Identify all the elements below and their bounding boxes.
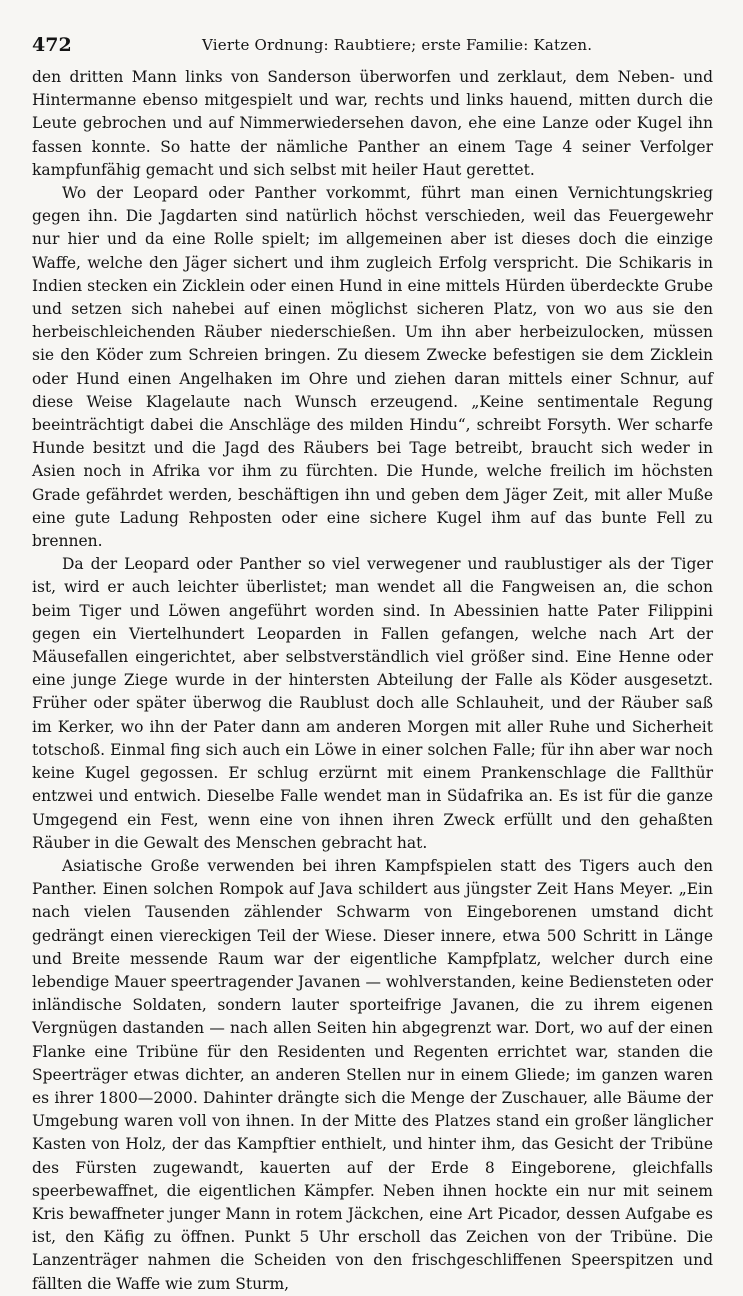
page-header [32,34,715,60]
page-number: 472 [32,34,72,56]
paragraph-hunting-methods: Wo der Leopard oder Panther vorkommt, führt man einen Vernichtungskrieg gegen ihn. Die Jagdarten sind natürlich höchst verschieden, weil das Feuergewehr nur hier und da eine Rolle spielt; im allgemeinen aber ist dieses doch die einzige Waffe, welche den Jäger sichert und ihm zugleich Erfolg verspricht. Die Schikaris in Indien stecken ein Zicklein oder einen Hund in eine mittels Hürden überdeckte Grube und setzen sich nahebei auf einen möglichst sicheren Platz, von wo aus sie den herbeischleichenden Räuber niederschießen. Um ihn aber herbeizulocken, müssen sie den Köder zum Schreien bringen. Zu diesem Zwecke befestigen sie dem Zicklein oder Hund einen Angelhaken im Ohre und ziehen daran mittels einer Schnur, auf diese Weise Klagelaute nach Wunsch erzeugend. „Keine sentimentale Regung beeinträchtigt dabei die Anschläge des milden Hindu“, schreibt Forsyth. Wer scharfe Hunde besitzt und die Jagd des Räubers bei Tage betreibt, braucht sich weder in Asien noch in Afrika vor ihm zu fürchten. Die Hunde, welche freilich im höchsten Grade gefährdet werden, beschäftigen ihn und geben dem Jäger Zeit, mit aller Muße eine gute Ladung Rehposten oder eine sichere Kugel ihm auf das bunte Fell zu brennen. [32,184,713,551]
paragraph-traps: Da der Leopard oder Panther so viel verwegener und raublustiger als der Tiger ist, wird er auch leichter überlistet; man wendet all die Fangweisen an, die schon beim Tiger und Löwen angeführt worden sind. In Abessinien hatte Pater Filippini gegen ein Viertelhundert Leoparden in Fallen gefangen, welche nach Art der Mäusefallen eingerichtet, aber selbstverständlich viel größer sind. Eine Henne oder eine junge Ziege wurde in der hintersten Abteilung der Falle als Köder ausgesetzt. Früher oder später überwog die Raublust doch alle Schlauheit, und der Räuber saß im Kerker, wo ihn der Pater dann am anderen Morgen mit aller Ruhe und Sicherheit totschoß. Einmal fing sich auch ein Löwe in einer solchen Falle; für ihn aber war noch keine Kugel gegossen. Er schlug erzürnt mit einem Prankenschlage die Fallthür entzwei und entwich. Dieselbe Falle wendet man in Südafrika an. Es ist für die ganze Umgegend ein Fest, wenn eine von ihnen ihren Zweck erfüllt und den gehaßten Räuber in die Gewalt des Menschen gebracht hat. [32,555,713,852]
running-head: Vierte Ordnung: Raubtiere; erste Familie: Katzen. [202,36,593,54]
paragraph-continuation: den dritten Mann links von Sanderson überworfen und zerklaut, dem Neben- und Hintermanne ebenso mitgespielt und war, rechts und links hauend, mitten durch die Leute gebrochen und auf Nimmerwiedersehen davon, ehe eine Lanze oder Kugel ihn fassen konnte. So hatte der nämliche Panther an einem Tage 4 seiner Verfolger kampfunfähig gemacht und sich selbst mit heiler Haut gerettet. [32,68,713,179]
paragraph-rompok-java: Asiatische Große verwenden bei ihren Kampfspielen statt des Tigers auch den Panther. Einen solchen Rompok auf Java schildert aus jüngster Zeit Hans Meyer. „Ein nach vielen Tausenden zählender Schwarm von Eingeborenen umstand dicht gedrängt einen viereckigen Teil der Wiese. Dieser innere, etwa 500 Schritt in Länge und Breite messende Raum war der eigentliche Kampfplatz, welcher durch eine lebendige Mauer speertragender Javanen — wohlverstanden, keine Bediensteten oder inländische Soldaten, sondern lauter sporteifrige Javanen, die zu ihrem eigenen Vergnügen dastanden — nach allen Seiten hin abgegrenzt war. Dort, wo auf der einen Flanke eine Tribüne für den Residenten und Regenten errichtet war, standen die Speerträger etwas dichter, an anderen Stellen nur in einem Gliede; im ganzen waren es ihrer 1800—2000. Dahinter drängte sich die Menge der Zuschauer, alle Bäume der Umgebung waren voll von ihnen. In der Mitte des Platzes stand ein großer länglicher Kasten von Holz, der das Kampftier enthielt, und hinter ihm, das Gesicht der Tribüne des Fürsten zugewandt, kauerten auf der Erde 8 Eingeborene, gleichfalls speerbewaffnet, die eigentlichen Kämpfer. Neben ihnen hockte ein nur mit seinem Kris bewaffneter junger Mann in rotem Jäckchen, eine Art Picador, dessen Aufgabe es ist, den Käfig zu öffnen. Punkt 5 Uhr erscholl das Zeichen von der Tribüne. Die Lanzenträger nahmen die Scheiden von den frischgeschliffenen Speerspitzen und fällten die Waffe wie zum Sturm, [32,856,713,1293]
body-text [32,66,713,1296]
